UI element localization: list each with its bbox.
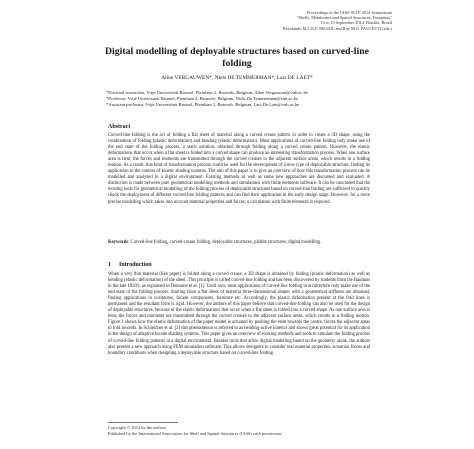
keywords-block <box>108 240 370 246</box>
introduction-text: When a very thin material (like paper) is folded along a curved crease, a 3D shape is obtained by folding (plastic deformation) as well as bending (elastic deformation) of the sheet. This principle is called curved-line folding and has been discovered by students from the Bauhaus in the late 1920's, as explained in Demaine et al. [1]. Until now, most applications of curved-line folding in architecture only make use of the end state of the folding process. Starting from a flat sheet of material three-dimensional shapes with a geometrical stiffness are obtained, finding applications in sculptures, facade components, furniture etc. Accordingly, the plastic deformation present at the fold lines is permanent and the resultant form is rigid. However, the authors of this paper believe that curved-line folding can also be used for the design of deployable structures, because of the elastic deformations that occur when a flat sheet is folded into a curved shape. As one surface area is bent, the forces and moments are transmitted through the curved creases to the adjacent surface areas, which results in a folding motion. Figure 1 shows how the elastic deformation of the paper model is actuated by pushing the ends towards the centre, forces the adjacent areas to fold inwards. In Schleicher et al. [2] this phenomenon is referred to as bending-active kinetics and shows great potential for its application in the design of adaptive facade shading systems. This paper gives an overview of existing methods and tools to simulate the folding process of curved-line folding patterns in a digital environment. Besides tools that allow digital modelling based on the geometry alone, the authors also present a new approach using FEM simulation software. This allows designers to consider real material properties, actuation forces and boundary conditions when designing a deployable structure based on curved-line folding. <box>108 272 370 356</box>
page-footer <box>108 422 370 436</box>
abstract-text: Curved-line folding is the act of folding a flat sheet of material along a curved crease pattern in order to create a 3D shape, using the combination of folding (plastic deformation) and bending (elastic deformation). Most applications of curved-line folding only make use of the end state of the folding process, a static solution, obtained through folding along a curved crease pattern. However, the elastic deformations that occur when a flat sheet is folded into a curved shape can produce an interesting transformation process. When one surface area is bent, the forces and moments are transmitted through the curved creases to the adjacent surface areas, which results in a folding motion. As a result, this kind of transformation process could be used for the development of a new type of deployable structure, finding its application in the context of kinetic shading systems. The aim of this paper is to give an overview of how this transformation process can be modelled and analysed in a digital environment. Existing methods as well as some new approaches are discussed and evaluated. A distinction is made between pure geometrical modelling methods and simulations with finite elements software. It can be concluded that the existing tools for geometrical modelling of the folding process of deployable structures based on curved-line folding are sufficient to quickly check the deployment of different curved-line folding patterns and can find their application in the early design stage. However, for a more precise modelling which takes into account material properties and forces, a calculation with finite elements is required. <box>108 133 370 205</box>
affiliation-line: *Assistant professor, Vrije Universiteit Brussel, Pleinlaan 2, Brussels, Belgium, Lars.De.Laet@vub.ac.be <box>106 102 300 108</box>
proceedings-line: Proceedings of the IASS-SLTE 2014 Symposium <box>307 10 392 15</box>
paper-page <box>76 6 398 443</box>
publisher-line: Published by the International Association for Shell and Spatial Structures (IASS) with permission. <box>108 430 283 436</box>
affiliation-line: *Professor, Vrije Universiteit Brussel, Pleinlaan 2, Brussels, Belgium, Niels.De.Temmerman@vub.ac.be <box>106 96 299 102</box>
section-number: 1 <box>108 262 111 268</box>
section-title: Introduction <box>119 262 152 268</box>
keywords-text: : Curved-line folding, curved-crease folding, deployable structures, pliable structures, digital modelling. <box>128 240 322 245</box>
affiliations <box>106 90 358 109</box>
paper-title: Digital modelling of deployable structures based on curved-line folding <box>104 46 370 69</box>
footer-rule <box>108 422 178 423</box>
abstract-heading: Abstract <box>108 124 131 130</box>
proceedings-line: Reyolando M.L.R.F. BRASIL and Ruy M.O. PAULETTI (eds.) <box>282 25 392 31</box>
affiliation-line: *Doctoral researcher, Vrije Universiteit Brussel, Pleinlaan 2, Brussels, Belgium, Aline.Vergauwen@vub.ac.be <box>106 90 308 95</box>
proceedings-line: "Shells, Membranes and Spatial Structures: Footprints" <box>296 15 392 21</box>
section-heading <box>108 262 160 268</box>
copyright-line: Copyright © 2014 by the authors. <box>108 425 168 430</box>
proceedings-line: 15 to 19 September 2014, Brasilia, Brazil <box>320 20 392 26</box>
proceedings-header <box>252 10 392 31</box>
author-list: Aline VERGAUWEN*, Niels DE TEMMERMAN*, Lars DE LAET* <box>161 75 313 81</box>
keywords-label: Keywords <box>108 240 129 245</box>
